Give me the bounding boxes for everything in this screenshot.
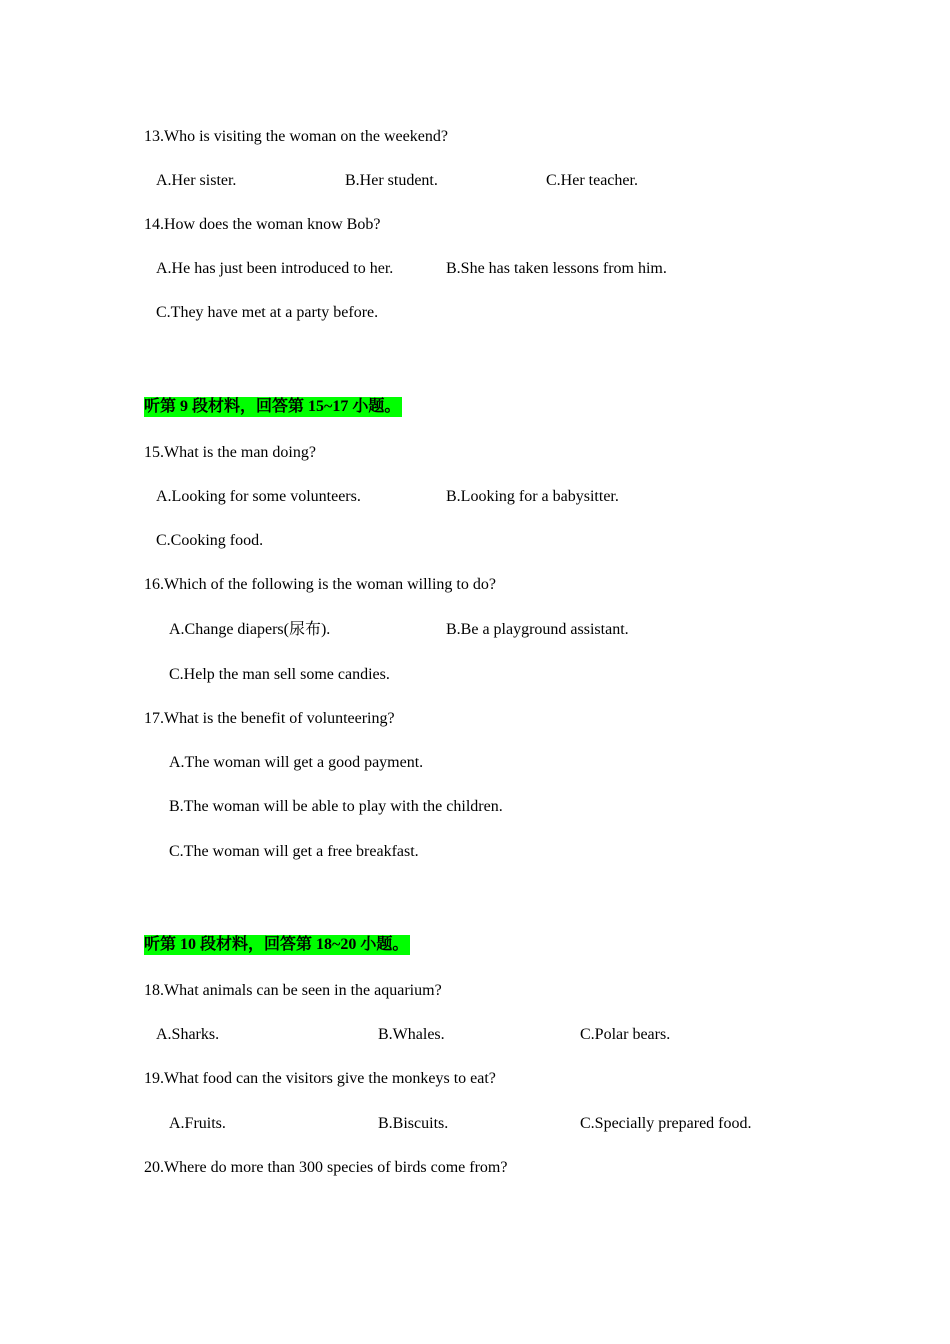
- q19-option-a: A.Fruits.: [169, 1115, 226, 1132]
- section-9-heading: 听第 9 段材料，回答第 15~17 小题。: [144, 398, 401, 415]
- q17-option-a: A.The woman will get a good payment.: [169, 754, 424, 771]
- q14-option-c: C.They have met at a party before.: [156, 304, 379, 321]
- q17-option-c: C.The woman will get a free breakfast.: [169, 843, 419, 860]
- question-15: 15.What is the man doing?: [144, 444, 316, 461]
- q15-option-c: C.Cooking food.: [156, 532, 264, 549]
- q18-option-b: B.Whales.: [378, 1026, 445, 1043]
- q15-option-b: B.Looking for a babysitter.: [446, 488, 619, 505]
- q16-option-c: C.Help the man sell some candies.: [169, 666, 390, 683]
- q19-option-b: B.Biscuits.: [378, 1115, 449, 1132]
- q13-option-b: B.Her student.: [345, 172, 438, 189]
- q18-option-a: A.Sharks.: [156, 1026, 220, 1043]
- q13-option-c: C.Her teacher.: [546, 172, 638, 189]
- question-18: 18.What animals can be seen in the aquarium?: [144, 982, 442, 999]
- q14-option-b: B.She has taken lessons from him.: [446, 260, 667, 277]
- section-10-heading: 听第 10 段材料，回答第 18~20 小题。: [144, 936, 409, 953]
- q14-option-a: A.He has just been introduced to her.: [156, 260, 394, 277]
- q16-option-b: B.Be a playground assistant.: [446, 621, 629, 638]
- q17-option-b: B.The woman will be able to play with the children.: [169, 798, 503, 815]
- question-19: 19.What food can the visitors give the monkeys to eat?: [144, 1070, 496, 1087]
- q19-option-c: C.Specially prepared food.: [580, 1115, 752, 1132]
- question-20: 20.Where do more than 300 species of birds come from?: [144, 1159, 508, 1176]
- question-17: 17.What is the benefit of volunteering?: [144, 710, 395, 727]
- q16-option-a: A.Change diapers(尿布).: [169, 621, 331, 638]
- q13-option-a: A.Her sister.: [156, 172, 237, 189]
- question-14: 14.How does the woman know Bob?: [144, 216, 381, 233]
- q18-option-c: C.Polar bears.: [580, 1026, 671, 1043]
- question-16: 16.Which of the following is the woman willing to do?: [144, 576, 496, 593]
- question-13: 13.Who is visiting the woman on the weekend?: [144, 128, 448, 145]
- q15-option-a: A.Looking for some volunteers.: [156, 488, 361, 505]
